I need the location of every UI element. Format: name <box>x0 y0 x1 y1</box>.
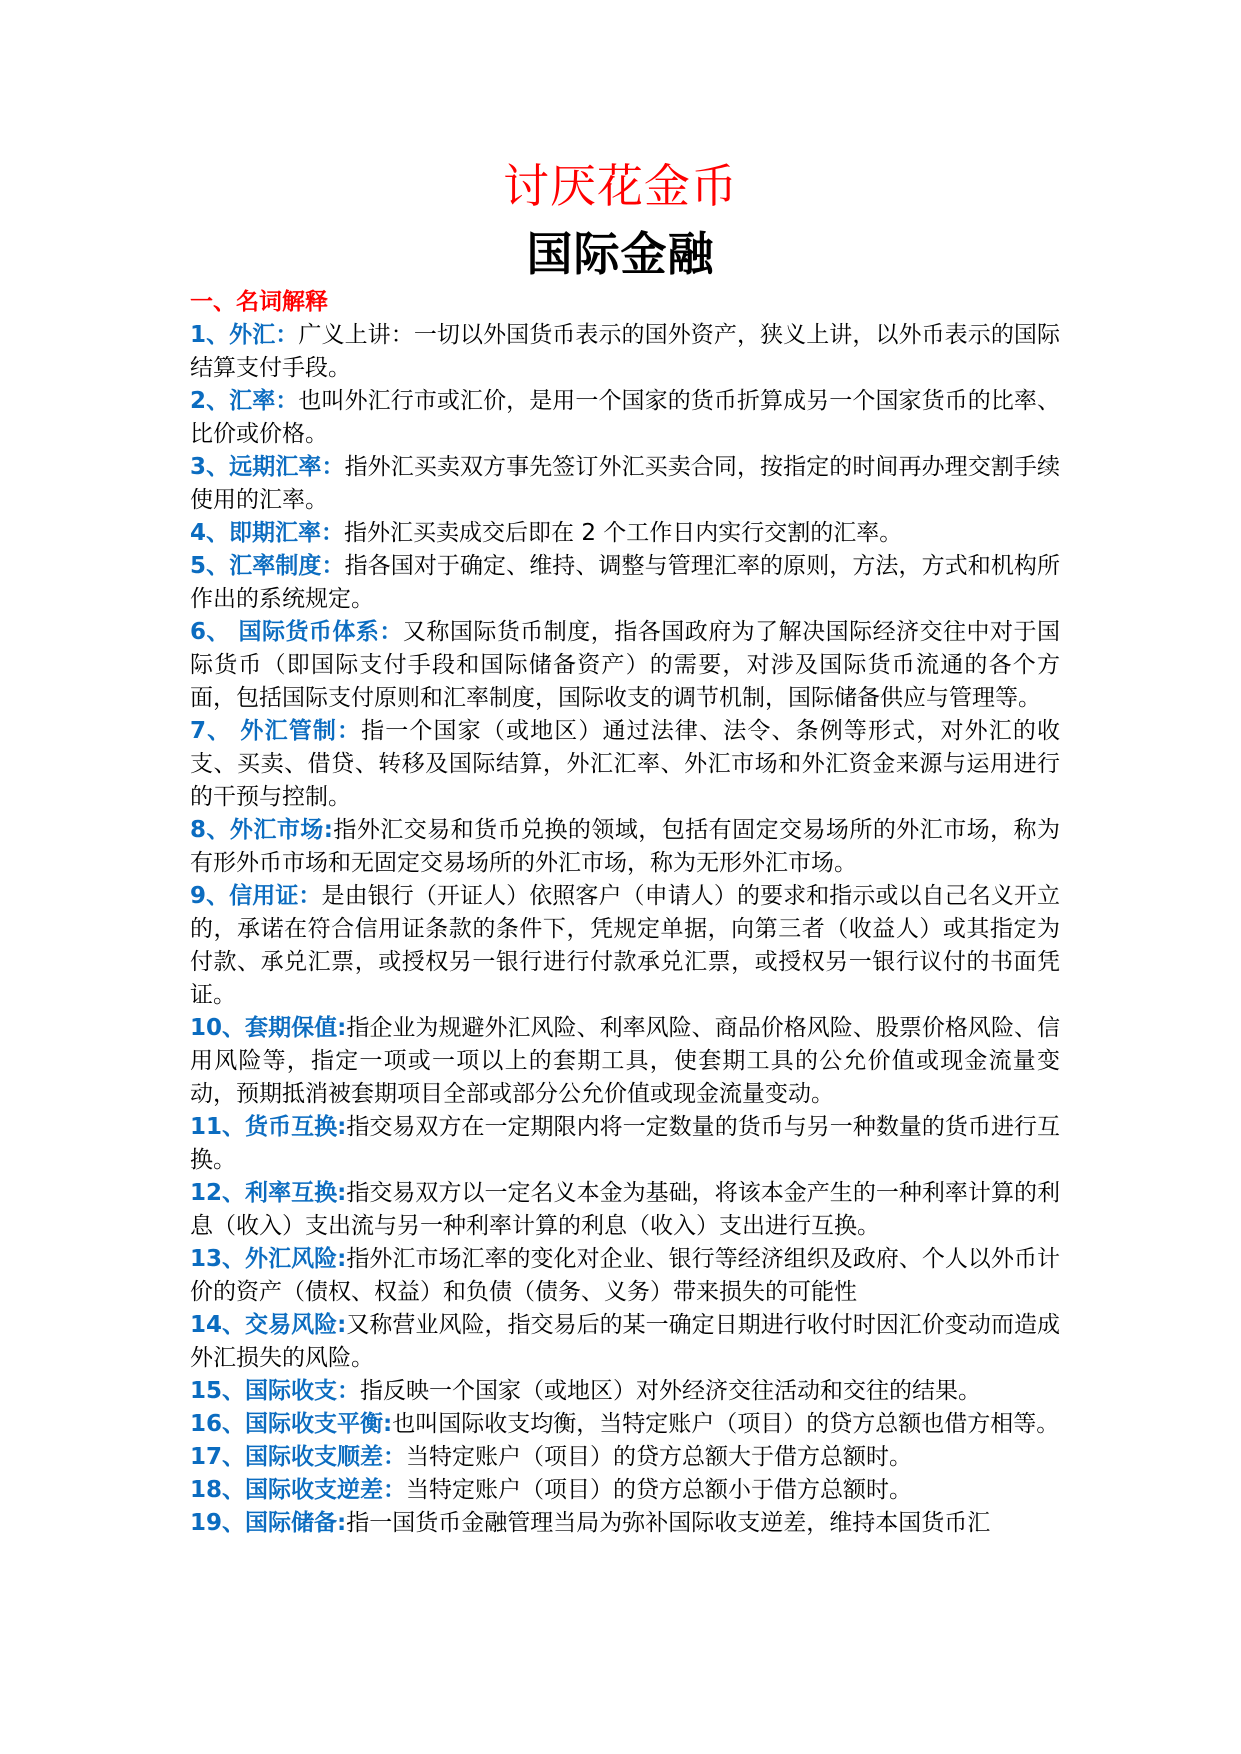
glossary-entry <box>190 1309 1060 1375</box>
glossary-definition: 指一国货币金融管理当局为弥补国际收支逆差，维持本国货币汇 <box>346 1510 991 1536</box>
glossary-definition: 当特定账户（项目）的贷方总额小于借方总额时。 <box>406 1477 913 1503</box>
glossary-term: 14、交易风险: <box>190 1312 347 1338</box>
glossary-entry <box>190 715 1060 814</box>
section-heading: 一、名词解释 <box>190 289 328 315</box>
glossary-entry <box>190 880 1060 1012</box>
glossary-term: 18、国际收支逆差： <box>190 1477 407 1503</box>
glossary-term: 17、国际收支顺差： <box>190 1444 407 1470</box>
glossary-term: 2、汇率： <box>190 388 299 414</box>
glossary-term: 5、汇率制度： <box>190 553 345 579</box>
glossary-definition: 广义上讲：一切以外国货币表示的国外资产，狭义上讲，以外币表示的国际结算支付手段。 <box>190 322 1061 381</box>
glossary-definition: 又称国际货币制度，指各国政府为了解决国际经济交往中对于国际货币（即国际支付手段和国际储备资产）的需要，对涉及国际货币流通的各个方面，包括国际支付原则和汇率制度，国际收支的调节机制，国际储备供应与管理等。 <box>190 619 1060 711</box>
glossary-term: 8、外汇市场: <box>190 817 333 843</box>
glossary-entry <box>190 385 1060 451</box>
glossary-entry <box>190 517 1060 550</box>
glossary-term: 9、信用证： <box>190 883 322 909</box>
glossary-definition: 是由银行（开证人）依照客户（申请人）的要求和指示或以自己名义开立的，承诺在符合信用证条款的条件下，凭规定单据，向第三者（收益人）或其指定为付款、承兑汇票，或授权另一银行进行付款承兑汇票，或授权另一银行议付的书面凭证。 <box>190 883 1061 1008</box>
glossary-term: 15、国际收支： <box>190 1378 361 1404</box>
glossary-entry <box>190 1012 1060 1111</box>
glossary-definition: 指外汇买卖成交后即在 2 个工作日内实行交割的汇率。 <box>344 520 903 546</box>
glossary-term: 16、国际收支平衡: <box>190 1411 393 1437</box>
glossary-definition: 也叫国际收支均衡，当特定账户（项目）的贷方总额也借方相等。 <box>392 1411 1060 1437</box>
glossary-term: 4、即期汇率： <box>190 520 345 546</box>
glossary-term: 11、货币互换: <box>190 1114 347 1140</box>
glossary-term: 19、国际储备: <box>190 1510 347 1536</box>
glossary-definition: 指外汇市场汇率的变化对企业、银行等经济组织及政府、个人以外币计价的资产（债权、权益）和负债（债务、义务）带来损失的可能性 <box>190 1246 1060 1305</box>
glossary-definition: 指外汇交易和货币兑换的领域，包括有固定交易场所的外汇市场，称为有形外币市场和无固定交易场所的外汇市场，称为无形外汇市场。 <box>190 817 1061 876</box>
glossary-term: 3、远期汇率： <box>190 454 345 480</box>
glossary-entry <box>190 1177 1060 1243</box>
glossary-term: 7、 外汇管制： <box>190 718 362 744</box>
glossary-term: 6、 国际货币体系： <box>190 619 403 645</box>
glossary-term: 12、利率互换: <box>190 1180 347 1206</box>
glossary-entry <box>190 1441 1060 1474</box>
glossary-entry <box>190 616 1060 715</box>
glossary-definition: 也叫外汇行市或汇价，是用一个国家的货币折算成另一个国家货币的比率、比价或价格。 <box>190 388 1061 447</box>
glossary-entry <box>190 814 1060 880</box>
glossary-entry <box>190 451 1060 517</box>
glossary-definition: 指外汇买卖双方事先签订外汇买卖合同，按指定的时间再办理交割手续使用的汇率。 <box>190 454 1060 513</box>
glossary-entry <box>190 1111 1060 1177</box>
glossary-definition: 指反映一个国家（或地区）对外经济交往活动和交往的结果。 <box>360 1378 982 1404</box>
glossary-entry <box>190 319 1060 385</box>
glossary-definition: 指企业为规避外汇风险、利率风险、商品价格风险、股票价格风险、信用风险等，指定一项或一项以上的套期工具，使套期工具的公允价值或现金流量变动，预期抵消被套期项目全部或部分公允价值或现金流量变动。 <box>190 1015 1060 1107</box>
document-body <box>190 286 1060 1540</box>
glossary-term: 1、外汇： <box>190 322 299 348</box>
glossary-definition: 指一个国家（或地区）通过法律、法令、条例等形式，对外汇的收支、买卖、借贷、转移及国际结算，外汇汇率、外汇市场和外汇资金来源与运用进行的干预与控制。 <box>190 718 1061 810</box>
glossary-term: 13、外汇风险: <box>190 1246 347 1272</box>
glossary-definition: 又称营业风险，指交易后的某一确定日期进行收付时因汇价变动而造成外汇损失的风险。 <box>190 1312 1060 1371</box>
glossary-term: 10、套期保值: <box>190 1015 347 1041</box>
glossary-entry <box>190 1408 1060 1441</box>
glossary-definition: 指交易双方以一定名义本金为基础，将该本金产生的一种利率计算的利息（收入）支出流与另一种利率计算的利息（收入）支出进行互换。 <box>190 1180 1060 1239</box>
glossary-definition: 指各国对于确定、维持、调整与管理汇率的原则，方法，方式和机构所作出的系统规定。 <box>190 553 1060 612</box>
glossary-definition: 当特定账户（项目）的贷方总额大于借方总额时。 <box>406 1444 913 1470</box>
glossary-entry <box>190 1507 1060 1540</box>
glossary-definition: 指交易双方在一定期限内将一定数量的货币与另一种数量的货币进行互换。 <box>190 1114 1060 1173</box>
glossary-entry <box>190 550 1060 616</box>
brand-title: 讨厌花金币 <box>503 159 738 213</box>
document-title: 国际金融 <box>526 227 715 281</box>
glossary-list <box>190 319 1060 1540</box>
glossary-entry <box>190 1375 1060 1408</box>
glossary-entry <box>190 1243 1060 1309</box>
glossary-entry <box>190 1474 1060 1507</box>
